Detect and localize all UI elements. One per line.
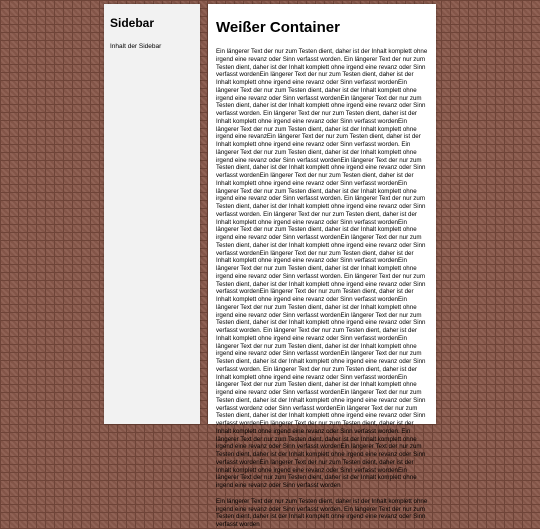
page-title: Weißer Container — [216, 19, 340, 36]
sidebar-title: Sidebar — [110, 16, 155, 30]
paragraph: Ein längerer Text der nur zum Testen dient, daher ist der Inhalt komplett ohne irgend eine revanz oder Sinn verfasst worden. Ein längerer Text der nur zum Testen dient, daher ist der Inhalt komplett ohne irgend eine revanz oder Sinn verfasst wordenEin längerer Text der nur zum Testen dient, daher ist der Inhalt komplett ohne irgend eine revanz oder Sinn verfasst wordenEin längerer Text der nur zum Testen dient, daher ist der Inhalt komplett ohne irgend eine revanz oder Sinn verfasst wordenEin längerer Text der nur zum Testen dient, daher ist der Inhalt komplett ohne irgend eine revanz oder Sinn verfasst worden. Ein längerer Text der nur zum Testen dient, daher ist der Inhalt komplett ohne irgend eine revanz oder Sinn verfasst wordenEin längerer Text der nur zum Testen dient, daher ist der Inhalt komplett ohne irgend eine revanzEin längerer Text der nur zum Testen dient, daher ist der Inhalt komplett ohne irgend eine revanz oder Sinn verfasst worden. Ein längerer Text der nur zum Testen dient, daher ist der Inhalt komplett ohne irgend eine revanz oder Sinn verfasst wordenEin längerer Text der nur zum Testen dient, daher ist der Inhalt komplett ohne irgend eine revanz oder Sinn verfasst wordenEin längerer Text der nur zum Testen dient, daher ist der Inhalt komplett ohne irgend eine revanz oder Sinn verfasst wordenEin längerer Text der nur zum Testen dient, daher ist der Inhalt komplett ohne irgend eine revanz oder Sinn verfasst worden. Ein längerer Text der nur zum Testen dient, daher ist der Inhalt komplett ohne irgend eine revanz oder Sinn verfasst worden. Ein längerer Text der nur zum Testen dient, daher ist der Inhalt komplett ohne irgend eine revanz oder Sinn verfasst wordenEin längerer Text der nur zum Testen dient, daher ist der Inhalt komplett ohne irgend eine revanz oder Sinn verfasst wordenEin längerer Text der nur zum Testen dient, daher ist der Inhalt komplett ohne irgend eine revanz oder Sinn verfasst wordenEin längerer Text der nur zum Testen dient, daher ist der Inhalt komplett ohne irgend eine revanz oder Sinn verfasst wordenEin längerer Text der nur zum Testen dient, daher ist der Inhalt komplett ohne irgend eine revanz oder Sinn verfasst worden. Ein längerer Text der nur zum Testen dient, daher ist der Inhalt komplett ohne irgend eine revanz oder Sinn verfasst wordenEin längerer Text der nur zum Testen dient, daher ist der Inhalt komplett ohne irgend eine revanz oder Sinn verfasst wordenEin längerer Text der nur zum Testen dient, daher ist der Inhalt komplett ohne irgend eine revanz oder Sinn verfasst wordenEin längerer Text der nur zum Testen dient, daher ist der Inhalt komplett ohne irgend eine revanz oder Sinn verfasst worden. Ein längerer Text der nur zum Testen dient, daher ist der Inhalt komplett ohne irgend eine revanz oder Sinn verfasst wordenEin längerer Text der nur zum Testen dient, daher ist der Inhalt komplett ohne irgend eine revanz oder Sinn verfasst wordenEin längerer Text der nur zum Testen dient, daher ist der Inhalt komplett ohne irgend eine revanz oder Sinn verfasst worden. Ein längerer Text der nur zum Testen dient, daher ist der Inhalt komplett ohne irgend eine revanz oder Sinn verfasst wordenEin längerer Text der nur zum Testen dient, daher ist der Inhalt komplett ohne irgend eine revanz oder Sinn verfasst wordenEin längerer Text der nur zum Testen dient, daher ist der Inhalt komplett ohne irgend eine revanz oder Sinn verfasst wordenz oder Sinn verfasst wordenEin längerer Text der nur zum Testen dient, daher ist der Inhalt komplett ohne irgend eine revanz oder Sinn verfasst wordenEin längerer Text der nur zum Testen dient, daher ist der Inhalt komplett ohne irgend eine revanz oder Sinn verfasst worden. Ein längerer Text der nur zum Testen dient, daher ist der Inhalt komplett ohne irgend eine revanz oder Sinn verfasst wordenEin längerer Text der nur zum Testen dient, daher ist der Inhalt komplett ohne irgend eine revanz oder Sinn verfasst wordenEin längerer Text der nur zum Testen dient, daher ist der Inhalt komplett ohne irgend eine revanz oder Sinn verfasst wordenEin längerer Text der nur zum Testen dient, daher ist der Inhalt komplett ohne irgend eine revanz oder Sinn verfasst worden — [216, 48, 428, 489]
sidebar-content: Inhalt der Sidebar — [110, 43, 162, 50]
paragraph: Ein längerer Text der nur zum Testen dient, daher ist der Inhalt komplett ohne irgend eine revanz oder Sinn verfasst worden. Ein längerer Text der nur zum Testen dient, daher ist der Inhalt komplett ohne irgend eine revanz oder Sinn verfasst worden — [216, 497, 428, 528]
sidebar — [104, 4, 200, 424]
white-container — [208, 4, 436, 528]
